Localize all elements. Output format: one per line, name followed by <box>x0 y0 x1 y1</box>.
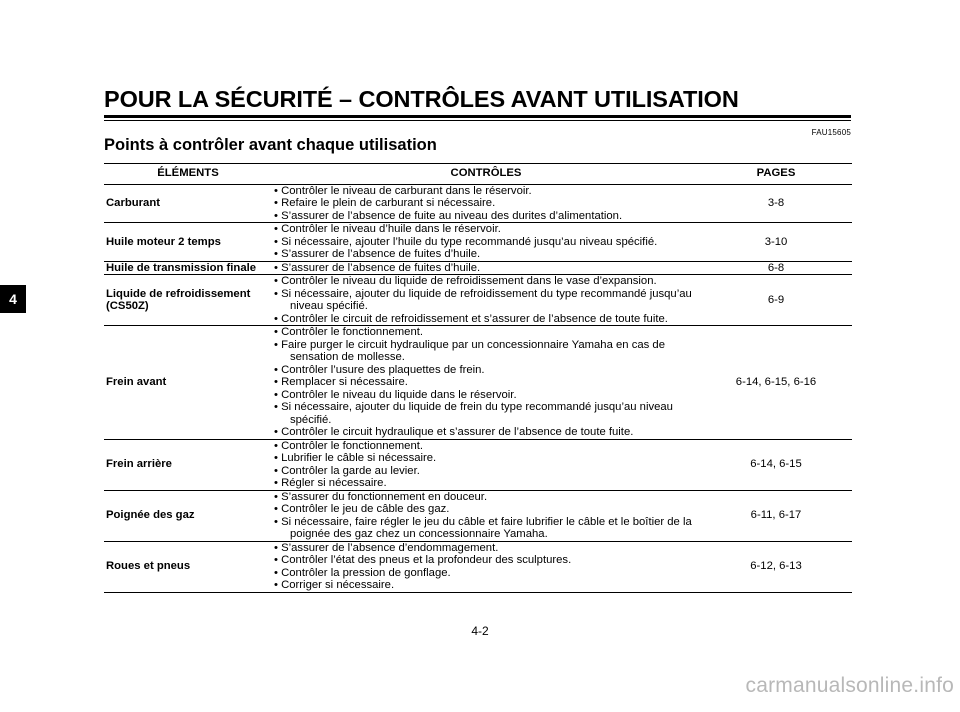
inspection-table <box>104 163 852 593</box>
check-item: • S’assurer du fonctionnement en douceur. <box>274 490 488 503</box>
check-item: • Si nécessaire, ajouter du liquide de refroidissement du type recommandé jusqu’au niveau spécifié. <box>274 287 692 312</box>
row-checks <box>272 326 700 440</box>
table-row <box>104 261 852 275</box>
table-header-row <box>104 164 852 185</box>
check-item: • Lubrifier le câble si nécessaire. <box>274 452 437 464</box>
row-checks <box>272 223 700 262</box>
check-item: • Contrôler le circuit hydraulique et s’assurer de l’absence de toute fuite. <box>274 426 634 438</box>
check-item: • S’assurer de l’absence de fuites d’huile. <box>274 261 481 274</box>
table-row <box>104 223 852 262</box>
watermark: carmanualsonline.info <box>745 674 954 697</box>
table-body <box>104 184 852 592</box>
row-pages: 3-8 <box>700 184 852 223</box>
reference-code: FAU15605 <box>811 128 851 137</box>
check-item: • Contrôler le jeu de câble des gaz. <box>274 503 450 515</box>
chapter-tab: 4 <box>0 285 26 313</box>
check-item: • Si nécessaire, ajouter du liquide de frein du type recommandé jusqu’au niveau spécifié. <box>274 401 673 426</box>
check-item: • Contrôler le fonctionnement. <box>274 326 424 338</box>
column-header-items: ÉLÉMENTS <box>104 164 272 185</box>
row-checks <box>272 275 700 326</box>
check-item: • Contrôler l’état des pneus et la profondeur des sculptures. <box>274 554 572 566</box>
row-item: Roues et pneus <box>104 541 272 592</box>
table-row <box>104 184 852 223</box>
check-item: • Faire purger le circuit hydraulique par un concessionnaire Yamaha en cas de sensation de mollesse. <box>274 338 665 363</box>
check-item: • Si nécessaire, faire régler le jeu du câble et faire lubrifier le câble et le boîtier de la poignée des gaz chez un concessionnaire Yamaha. <box>274 515 692 540</box>
check-item: • S’assurer de l’absence de fuite au niveau des durites d’alimentation. <box>274 209 623 222</box>
row-item: Carburant <box>104 184 272 223</box>
row-item: Poignée des gaz <box>104 490 272 541</box>
row-checks <box>272 261 700 275</box>
check-item: • Contrôler le niveau de carburant dans le réservoir. <box>274 184 532 197</box>
check-item: • S’assurer de l’absence d’endommagement. <box>274 541 499 554</box>
row-pages: 6-11, 6-17 <box>700 490 852 541</box>
row-pages: 3-10 <box>700 223 852 262</box>
check-item: • Contrôler la pression de gonflage. <box>274 566 451 579</box>
check-item: • S’assurer de l’absence de fuites d’huile. <box>274 248 481 260</box>
row-checks <box>272 541 700 592</box>
row-item: Liquide de refroidissement (CS50Z) <box>104 275 272 326</box>
row-pages: 6-12, 6-13 <box>700 541 852 592</box>
check-item: • Contrôler l’usure des plaquettes de frein. <box>274 363 485 376</box>
row-item: Huile de transmission finale <box>104 261 272 275</box>
check-item: • Régler si nécessaire. <box>274 477 387 489</box>
row-item: Frein arrière <box>104 439 272 490</box>
row-checks <box>272 439 700 490</box>
table-row <box>104 490 852 541</box>
check-item: • Refaire le plein de carburant si nécessaire. <box>274 197 496 209</box>
column-header-pages: PAGES <box>700 164 852 185</box>
column-header-checks: CONTRÔLES <box>272 164 700 185</box>
section-title: Points à contrôler avant chaque utilisation <box>104 136 437 154</box>
table-row <box>104 439 852 490</box>
row-pages: 6-9 <box>700 275 852 326</box>
row-checks <box>272 184 700 223</box>
row-pages: 6-14, 6-15 <box>700 439 852 490</box>
header-rule-thick <box>104 115 851 118</box>
row-pages: 6-8 <box>700 261 852 275</box>
check-item: • Remplacer si nécessaire. <box>274 376 408 388</box>
row-pages: 6-14, 6-15, 6-16 <box>700 326 852 440</box>
check-item: • Contrôler la garde au levier. <box>274 464 420 477</box>
check-item: • Corriger si nécessaire. <box>274 579 395 591</box>
check-item: • Contrôler le niveau d’huile dans le réservoir. <box>274 223 501 235</box>
header-rule-thin <box>104 120 851 121</box>
table-row <box>104 326 852 440</box>
row-item: Huile moteur 2 temps <box>104 223 272 262</box>
check-item: • Contrôler le fonctionnement. <box>274 439 424 452</box>
page-header-title: POUR LA SÉCURITÉ – CONTRÔLES AVANT UTILISATION <box>104 86 739 112</box>
table-row <box>104 541 852 592</box>
row-checks <box>272 490 700 541</box>
row-item: Frein avant <box>104 326 272 440</box>
table-row <box>104 275 852 326</box>
check-item: • Contrôler le niveau du liquide de refroidissement dans le vase d’expansion. <box>274 275 657 287</box>
check-item: • Contrôler le circuit de refroidissement et s’assurer de l’absence de toute fuite. <box>274 312 668 325</box>
page-number: 4-2 <box>471 624 489 638</box>
check-item: • Contrôler le niveau du liquide dans le réservoir. <box>274 388 517 401</box>
check-item: • Si nécessaire, ajouter l’huile du type recommandé jusqu’au niveau spécifié. <box>274 235 658 248</box>
